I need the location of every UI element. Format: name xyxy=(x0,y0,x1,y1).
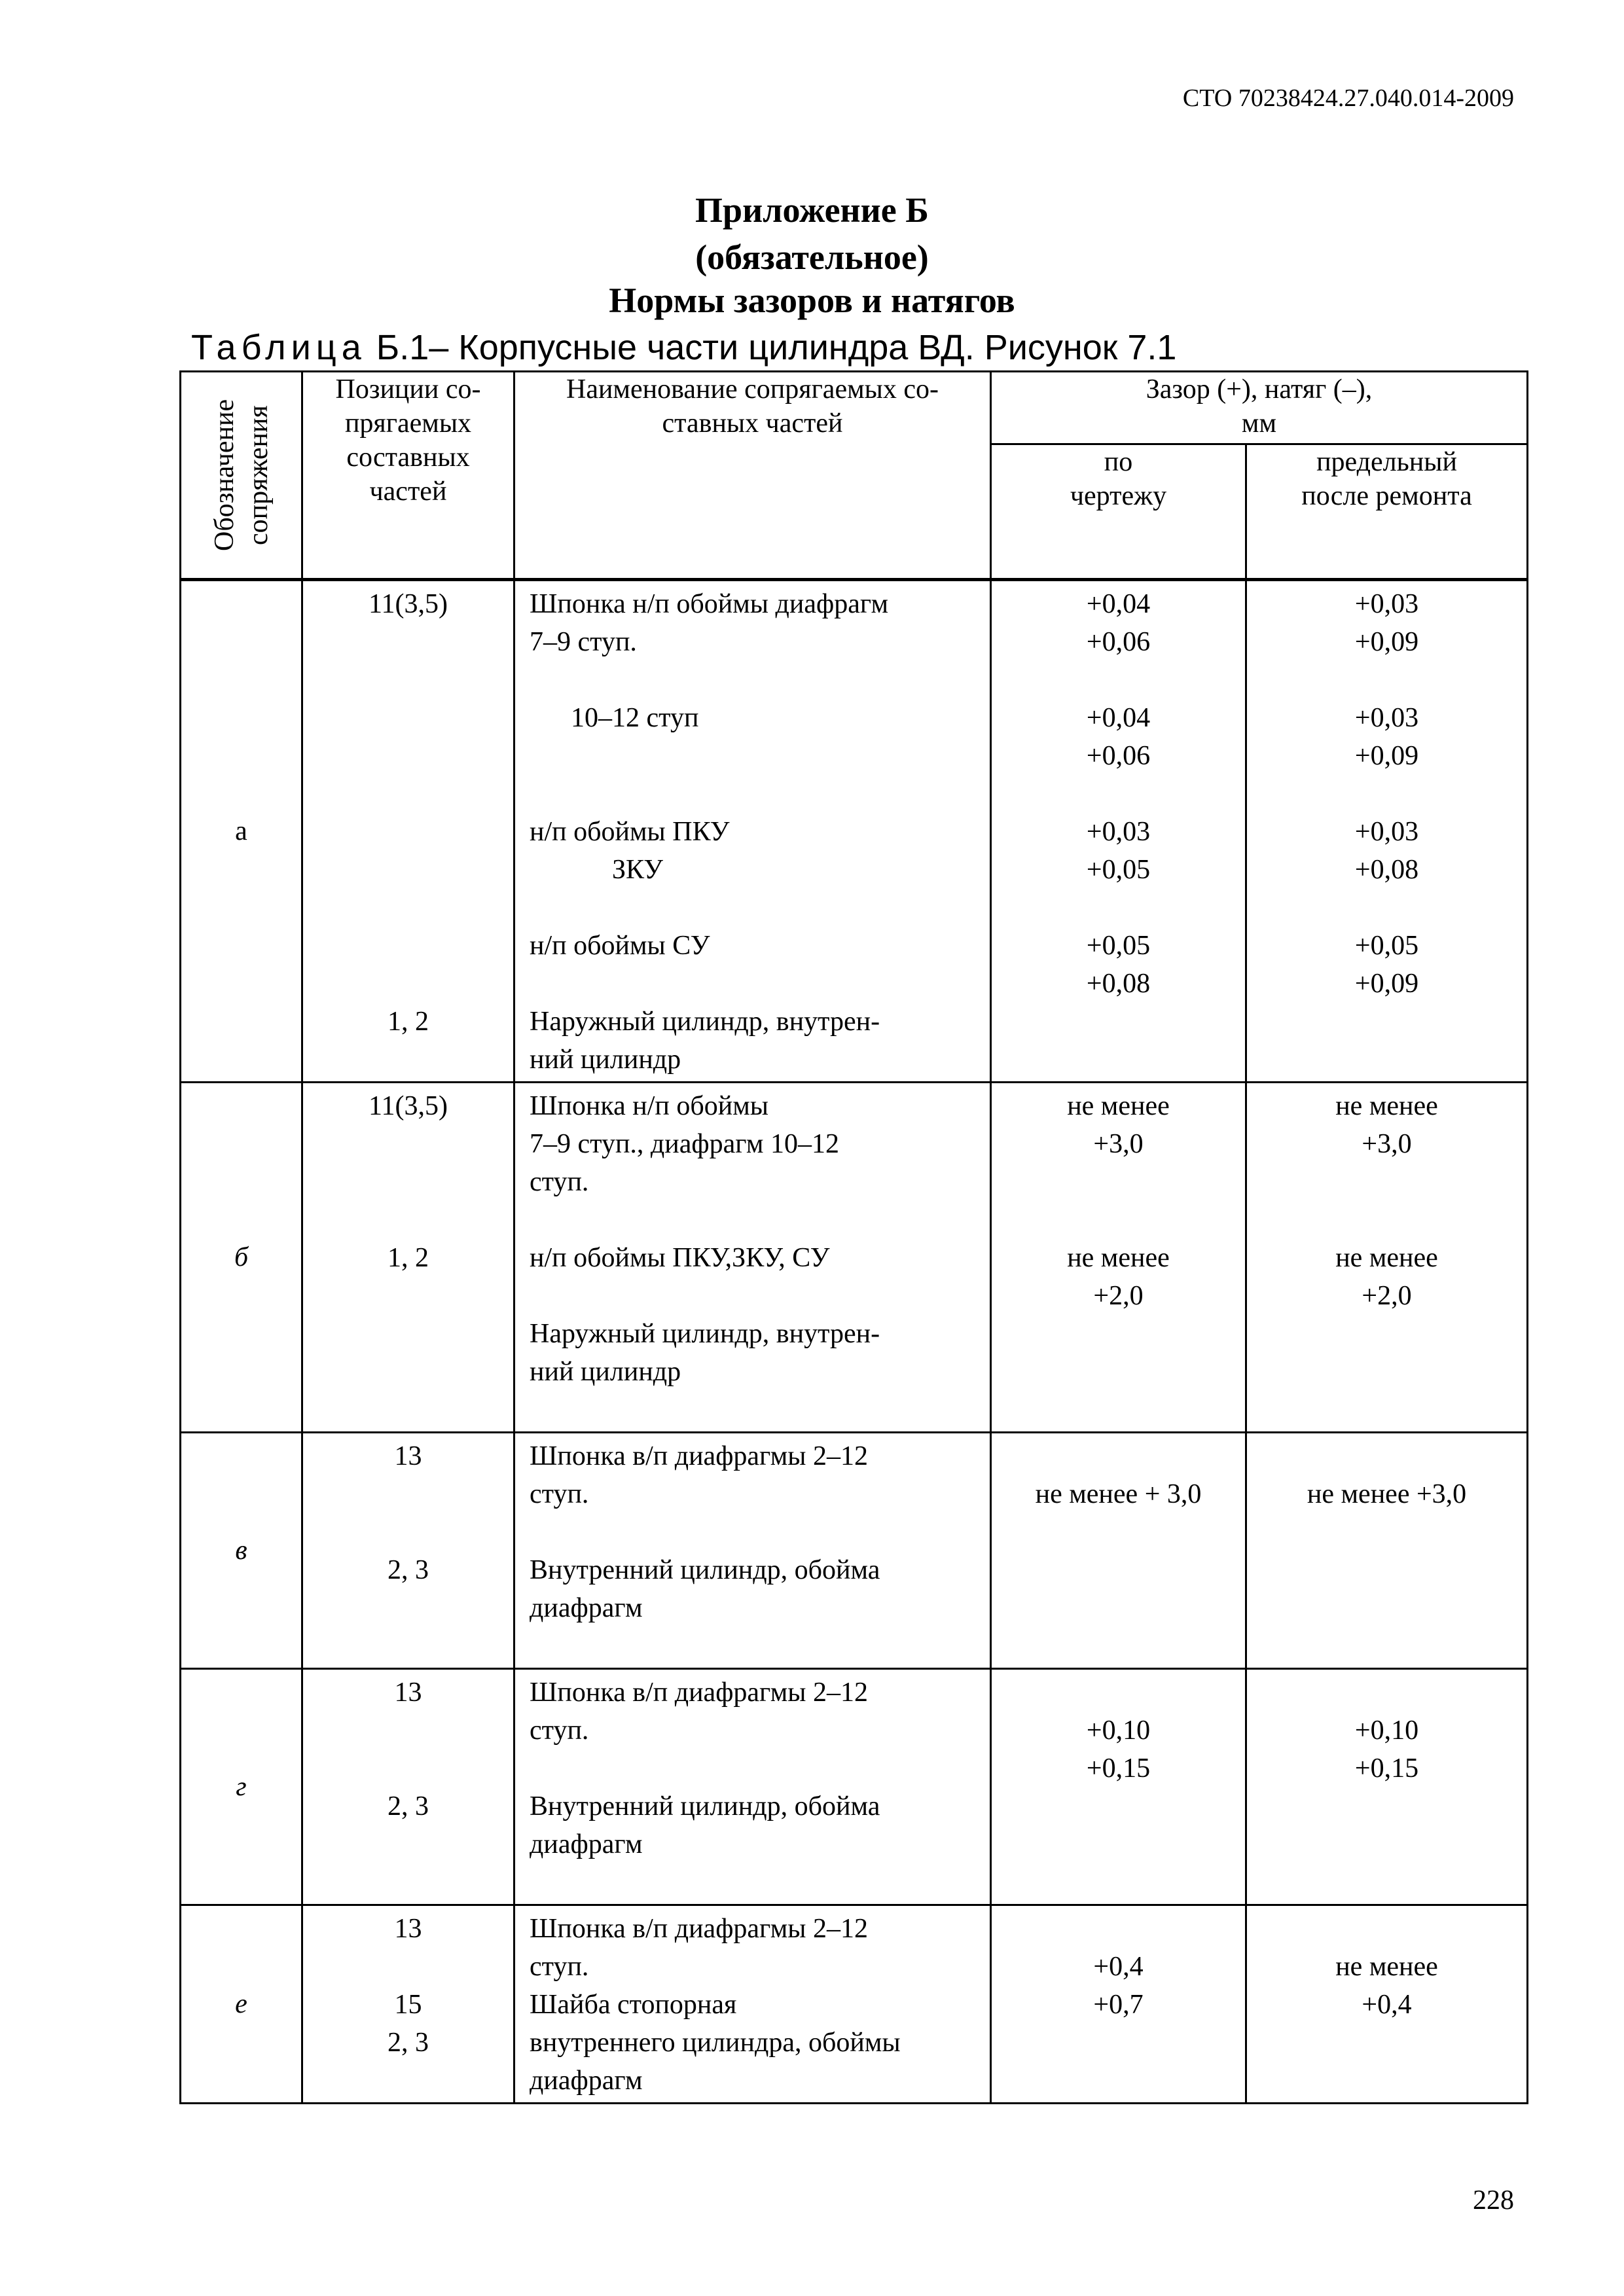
cell-line xyxy=(992,2024,1245,2062)
header-by-drawing xyxy=(991,444,1246,579)
cell-line xyxy=(303,737,513,775)
part-name-cell xyxy=(514,1083,991,1433)
cell-line xyxy=(1247,1353,1526,1391)
header-text-line: по xyxy=(1104,446,1133,477)
cell-line xyxy=(303,851,513,889)
cell-line: +0,03 xyxy=(1354,589,1419,619)
cell-line xyxy=(992,1863,1245,1901)
cell-line: +0,03 xyxy=(1354,703,1419,733)
cell-line xyxy=(303,1125,513,1163)
cell-line xyxy=(992,775,1245,813)
cell-line: ступ. xyxy=(530,1715,589,1746)
cell-line: 15 xyxy=(394,1990,422,2020)
positions-cell xyxy=(302,1905,514,2104)
cell-line: +0,05 xyxy=(1354,931,1419,961)
table-row xyxy=(181,580,1528,1083)
cell-line xyxy=(515,737,990,775)
cell-line xyxy=(992,1041,1245,1079)
clearance-limit-cell xyxy=(1246,580,1528,1083)
cell-line xyxy=(992,1003,1245,1041)
cell-line: +3,0 xyxy=(1093,1129,1144,1159)
cell-line: н/п обоймы ПКУ xyxy=(530,817,730,847)
cell-line xyxy=(303,1277,513,1315)
cell-line xyxy=(1247,1437,1526,1475)
header-limit-after-repair xyxy=(1246,444,1528,579)
table-caption-text: Б.1– Корпусные части цилиндра ВД. Рисунок 7.1 xyxy=(376,328,1177,367)
cell-line: 11(3,5) xyxy=(369,1091,448,1121)
table-body xyxy=(181,580,1528,2104)
part-name-cell xyxy=(514,1433,991,1669)
cell-line: +3,0 xyxy=(1362,1129,1412,1159)
cell-line: +0,09 xyxy=(1354,741,1419,771)
cell-line: +0,03 xyxy=(1354,817,1419,847)
cell-line: +0,06 xyxy=(1086,741,1151,771)
table-row xyxy=(181,1669,1528,1905)
cell-line xyxy=(1247,2062,1526,2100)
cell-line: не менее xyxy=(1067,1091,1170,1121)
cell-line xyxy=(515,1391,990,1429)
cell-line xyxy=(1247,1163,1526,1201)
cell-line xyxy=(1247,1589,1526,1627)
cell-line xyxy=(515,775,990,813)
cell-line xyxy=(992,889,1245,927)
clearance-table xyxy=(179,370,1528,2104)
cell-line: +0,04 xyxy=(1086,703,1151,733)
cell-line xyxy=(303,1825,513,1863)
cell-line: Наружный цилиндр, внутрен- xyxy=(530,1319,880,1349)
cell-line xyxy=(303,699,513,737)
cell-line: Шайба стопорная xyxy=(530,1990,737,2020)
joint-designation: г xyxy=(181,1669,302,1905)
clearance-by-drawing-cell xyxy=(991,1905,1246,2104)
header-designation xyxy=(181,372,302,580)
cell-line: +0,15 xyxy=(1354,1753,1419,1784)
cell-line: +0,08 xyxy=(1086,969,1151,999)
appendix-subject: Нормы зазоров и натягов xyxy=(609,281,1015,320)
cell-line xyxy=(1247,1910,1526,1948)
cell-line xyxy=(992,1589,1245,1627)
cell-line xyxy=(303,1201,513,1239)
cell-line xyxy=(992,1825,1245,1863)
header-text-line: Позиции со- xyxy=(335,374,481,404)
cell-line: 1, 2 xyxy=(388,1243,429,1273)
cell-line: +2,0 xyxy=(1362,1281,1412,1311)
header-text-line: предельный xyxy=(1316,446,1457,477)
cell-line xyxy=(992,1163,1245,1201)
document-code: СТО 70238424.27.040.014-2009 xyxy=(1182,84,1514,112)
part-name-cell xyxy=(514,1905,991,2104)
cell-line xyxy=(303,1353,513,1391)
header-text-line: прягаемых xyxy=(344,408,472,439)
clearance-limit-cell xyxy=(1246,1669,1528,1905)
cell-line: ступ. xyxy=(530,1952,589,1982)
cell-line xyxy=(303,1589,513,1627)
clearance-by-drawing-cell xyxy=(991,580,1246,1083)
positions-cell xyxy=(302,1083,514,1433)
cell-line xyxy=(992,1551,1245,1589)
cell-line xyxy=(303,1391,513,1429)
cell-line xyxy=(992,2062,1245,2100)
joint-designation: е xyxy=(181,1905,302,2104)
cell-line xyxy=(303,661,513,699)
cell-line: не менее + 3,0 xyxy=(1035,1479,1202,1509)
joint-designation: в xyxy=(181,1433,302,1669)
cell-line: +0,09 xyxy=(1354,969,1419,999)
header-text-line: составных xyxy=(346,442,470,473)
cell-line xyxy=(303,1163,513,1201)
cell-line: Внутренний цилиндр, обойма xyxy=(530,1555,880,1585)
cell-line: 13 xyxy=(394,1677,422,1708)
cell-line xyxy=(303,1948,513,1986)
clearance-limit-cell xyxy=(1246,1905,1528,2104)
cell-line xyxy=(1247,1825,1526,1863)
cell-line xyxy=(303,1627,513,1665)
cell-line: 2, 3 xyxy=(388,1791,429,1821)
cell-line: не менее xyxy=(1335,1091,1438,1121)
cell-line xyxy=(992,1437,1245,1475)
cell-line: 1, 2 xyxy=(388,1007,429,1037)
positions-cell xyxy=(302,1433,514,1669)
cell-line xyxy=(303,889,513,927)
cell-line: +0,04 xyxy=(1086,589,1151,619)
clearance-by-drawing-cell xyxy=(991,1669,1246,1905)
appendix-title: Приложение Б xyxy=(695,190,929,230)
cell-line: +0,10 xyxy=(1086,1715,1151,1746)
table-caption-label: Таблица xyxy=(191,328,367,367)
header-text-line: Зазор (+), натяг (–), xyxy=(1146,374,1373,404)
cell-line xyxy=(1247,1041,1526,1079)
cell-line: +0,10 xyxy=(1354,1715,1419,1746)
table-row xyxy=(181,1083,1528,1433)
cell-line: Шпонка н/п обоймы диафрагм xyxy=(530,589,889,619)
cell-line: ЗКУ xyxy=(530,855,663,885)
header-clearance-group xyxy=(991,372,1528,444)
cell-line xyxy=(1247,1863,1526,1901)
cell-line xyxy=(515,1627,990,1665)
cell-line: +2,0 xyxy=(1093,1281,1144,1311)
cell-line xyxy=(303,1712,513,1749)
cell-line xyxy=(303,1041,513,1079)
header-positions xyxy=(302,372,514,580)
cell-line xyxy=(1247,1627,1526,1665)
cell-line xyxy=(303,775,513,813)
clearance-by-drawing-cell xyxy=(991,1433,1246,1669)
cell-line xyxy=(1247,1787,1526,1825)
cell-line: ступ. xyxy=(530,1479,589,1509)
cell-line xyxy=(515,1201,990,1239)
cell-line xyxy=(515,965,990,1003)
cell-line xyxy=(992,1353,1245,1391)
cell-line xyxy=(992,1201,1245,1239)
cell-line xyxy=(515,1863,990,1901)
cell-line: +0,05 xyxy=(1086,855,1151,885)
cell-line xyxy=(1247,1003,1526,1041)
cell-line: +0,7 xyxy=(1093,1990,1144,2020)
cell-line: 11(3,5) xyxy=(369,589,448,619)
cell-line xyxy=(303,813,513,851)
header-designation-text: Обозначение сопряжения xyxy=(209,399,274,552)
header-text-line: частей xyxy=(369,476,447,507)
cell-line: +0,08 xyxy=(1354,855,1419,885)
part-name-cell xyxy=(514,1669,991,1905)
cell-line xyxy=(303,1749,513,1787)
cell-line xyxy=(303,927,513,965)
cell-line: Шпонка в/п диафрагмы 2–12 xyxy=(530,1914,869,1944)
joint-designation: б xyxy=(181,1083,302,1433)
cell-line xyxy=(1247,1513,1526,1551)
cell-line: 2, 3 xyxy=(388,2028,429,2058)
cell-line: +0,4 xyxy=(1362,1990,1412,2020)
header-text-line: ставных частей xyxy=(662,408,843,439)
cell-line: 7–9 ступ. xyxy=(530,627,637,657)
cell-line xyxy=(515,1749,990,1787)
cell-line xyxy=(303,1513,513,1551)
clearance-limit-cell xyxy=(1246,1433,1528,1669)
cell-line xyxy=(1247,661,1526,699)
cell-line: Наружный цилиндр, внутрен- xyxy=(530,1007,880,1037)
cell-line: +0,05 xyxy=(1086,931,1151,961)
table-caption xyxy=(191,327,1176,368)
part-name-cell xyxy=(514,580,991,1083)
cell-line xyxy=(992,1787,1245,1825)
cell-line xyxy=(992,1674,1245,1712)
table-row xyxy=(181,1433,1528,1669)
cell-line xyxy=(303,1315,513,1353)
cell-line xyxy=(992,661,1245,699)
cell-line xyxy=(303,623,513,661)
cell-line xyxy=(1247,775,1526,813)
clearance-limit-cell xyxy=(1246,1083,1528,1433)
header-text-line: Наименование сопрягаемых со- xyxy=(566,374,939,404)
cell-line: н/п обоймы СУ xyxy=(530,931,710,961)
header-part-names xyxy=(514,372,991,580)
cell-line xyxy=(1247,889,1526,927)
cell-line xyxy=(1247,1674,1526,1712)
cell-line: не менее xyxy=(1335,1243,1438,1273)
cell-line: диафрагм xyxy=(530,1829,643,1859)
cell-line: Шпонка н/п обоймы xyxy=(530,1091,768,1121)
cell-line: +0,09 xyxy=(1354,627,1419,657)
cell-line: 2, 3 xyxy=(388,1555,429,1585)
cell-line: +0,4 xyxy=(1093,1952,1144,1982)
cell-line xyxy=(303,1475,513,1513)
appendix-status: (обязательное) xyxy=(695,238,929,277)
cell-line: +0,15 xyxy=(1086,1753,1151,1784)
cell-line xyxy=(303,1863,513,1901)
page-number: 228 xyxy=(1473,2185,1514,2215)
cell-line xyxy=(515,1277,990,1315)
cell-line xyxy=(1247,1315,1526,1353)
cell-line xyxy=(515,1513,990,1551)
cell-line xyxy=(992,1910,1245,1948)
cell-line: 7–9 ступ., диафрагм 10–12 xyxy=(530,1129,840,1159)
cell-line xyxy=(1247,1391,1526,1429)
header-text-line: мм xyxy=(1241,408,1277,439)
cell-line xyxy=(992,1513,1245,1551)
cell-line: ступ. xyxy=(530,1167,589,1197)
cell-line: ний цилиндр xyxy=(530,1045,681,1075)
header-text-line: после ремонта xyxy=(1301,480,1472,511)
cell-line: диафрагм xyxy=(530,2066,643,2096)
cell-line: внутреннего цилиндра, обоймы xyxy=(530,2028,901,2058)
cell-line xyxy=(992,1391,1245,1429)
clearance-by-drawing-cell xyxy=(991,1083,1246,1433)
cell-line: не менее xyxy=(1335,1952,1438,1982)
table-header xyxy=(181,372,1528,580)
cell-line: не менее xyxy=(1067,1243,1170,1273)
cell-line: +0,06 xyxy=(1086,627,1151,657)
cell-line: 13 xyxy=(394,1441,422,1471)
joint-designation: а xyxy=(181,580,302,1083)
cell-line xyxy=(515,661,990,699)
table-row xyxy=(181,1905,1528,2104)
cell-line xyxy=(1247,1551,1526,1589)
cell-line: не менее +3,0 xyxy=(1307,1479,1467,1509)
cell-line: ний цилиндр xyxy=(530,1357,681,1387)
cell-line: +0,03 xyxy=(1086,817,1151,847)
cell-line xyxy=(1247,2024,1526,2062)
header-text-line: чертежу xyxy=(1070,480,1167,511)
cell-line: Шпонка в/п диафрагмы 2–12 xyxy=(530,1441,869,1471)
cell-line xyxy=(992,1315,1245,1353)
cell-line: 13 xyxy=(394,1914,422,1944)
positions-cell xyxy=(302,1669,514,1905)
cell-line: Шпонка в/п диафрагмы 2–12 xyxy=(530,1677,869,1708)
cell-line xyxy=(303,965,513,1003)
cell-line xyxy=(515,889,990,927)
cell-line: Внутренний цилиндр, обойма xyxy=(530,1791,880,1821)
cell-line xyxy=(1247,1201,1526,1239)
cell-line: 10–12 ступ xyxy=(530,703,699,733)
positions-cell xyxy=(302,580,514,1083)
cell-line xyxy=(303,2062,513,2100)
cell-line: диафрагм xyxy=(530,1593,643,1623)
cell-line: н/п обоймы ПКУ,ЗКУ, СУ xyxy=(530,1243,830,1273)
cell-line xyxy=(992,1627,1245,1665)
